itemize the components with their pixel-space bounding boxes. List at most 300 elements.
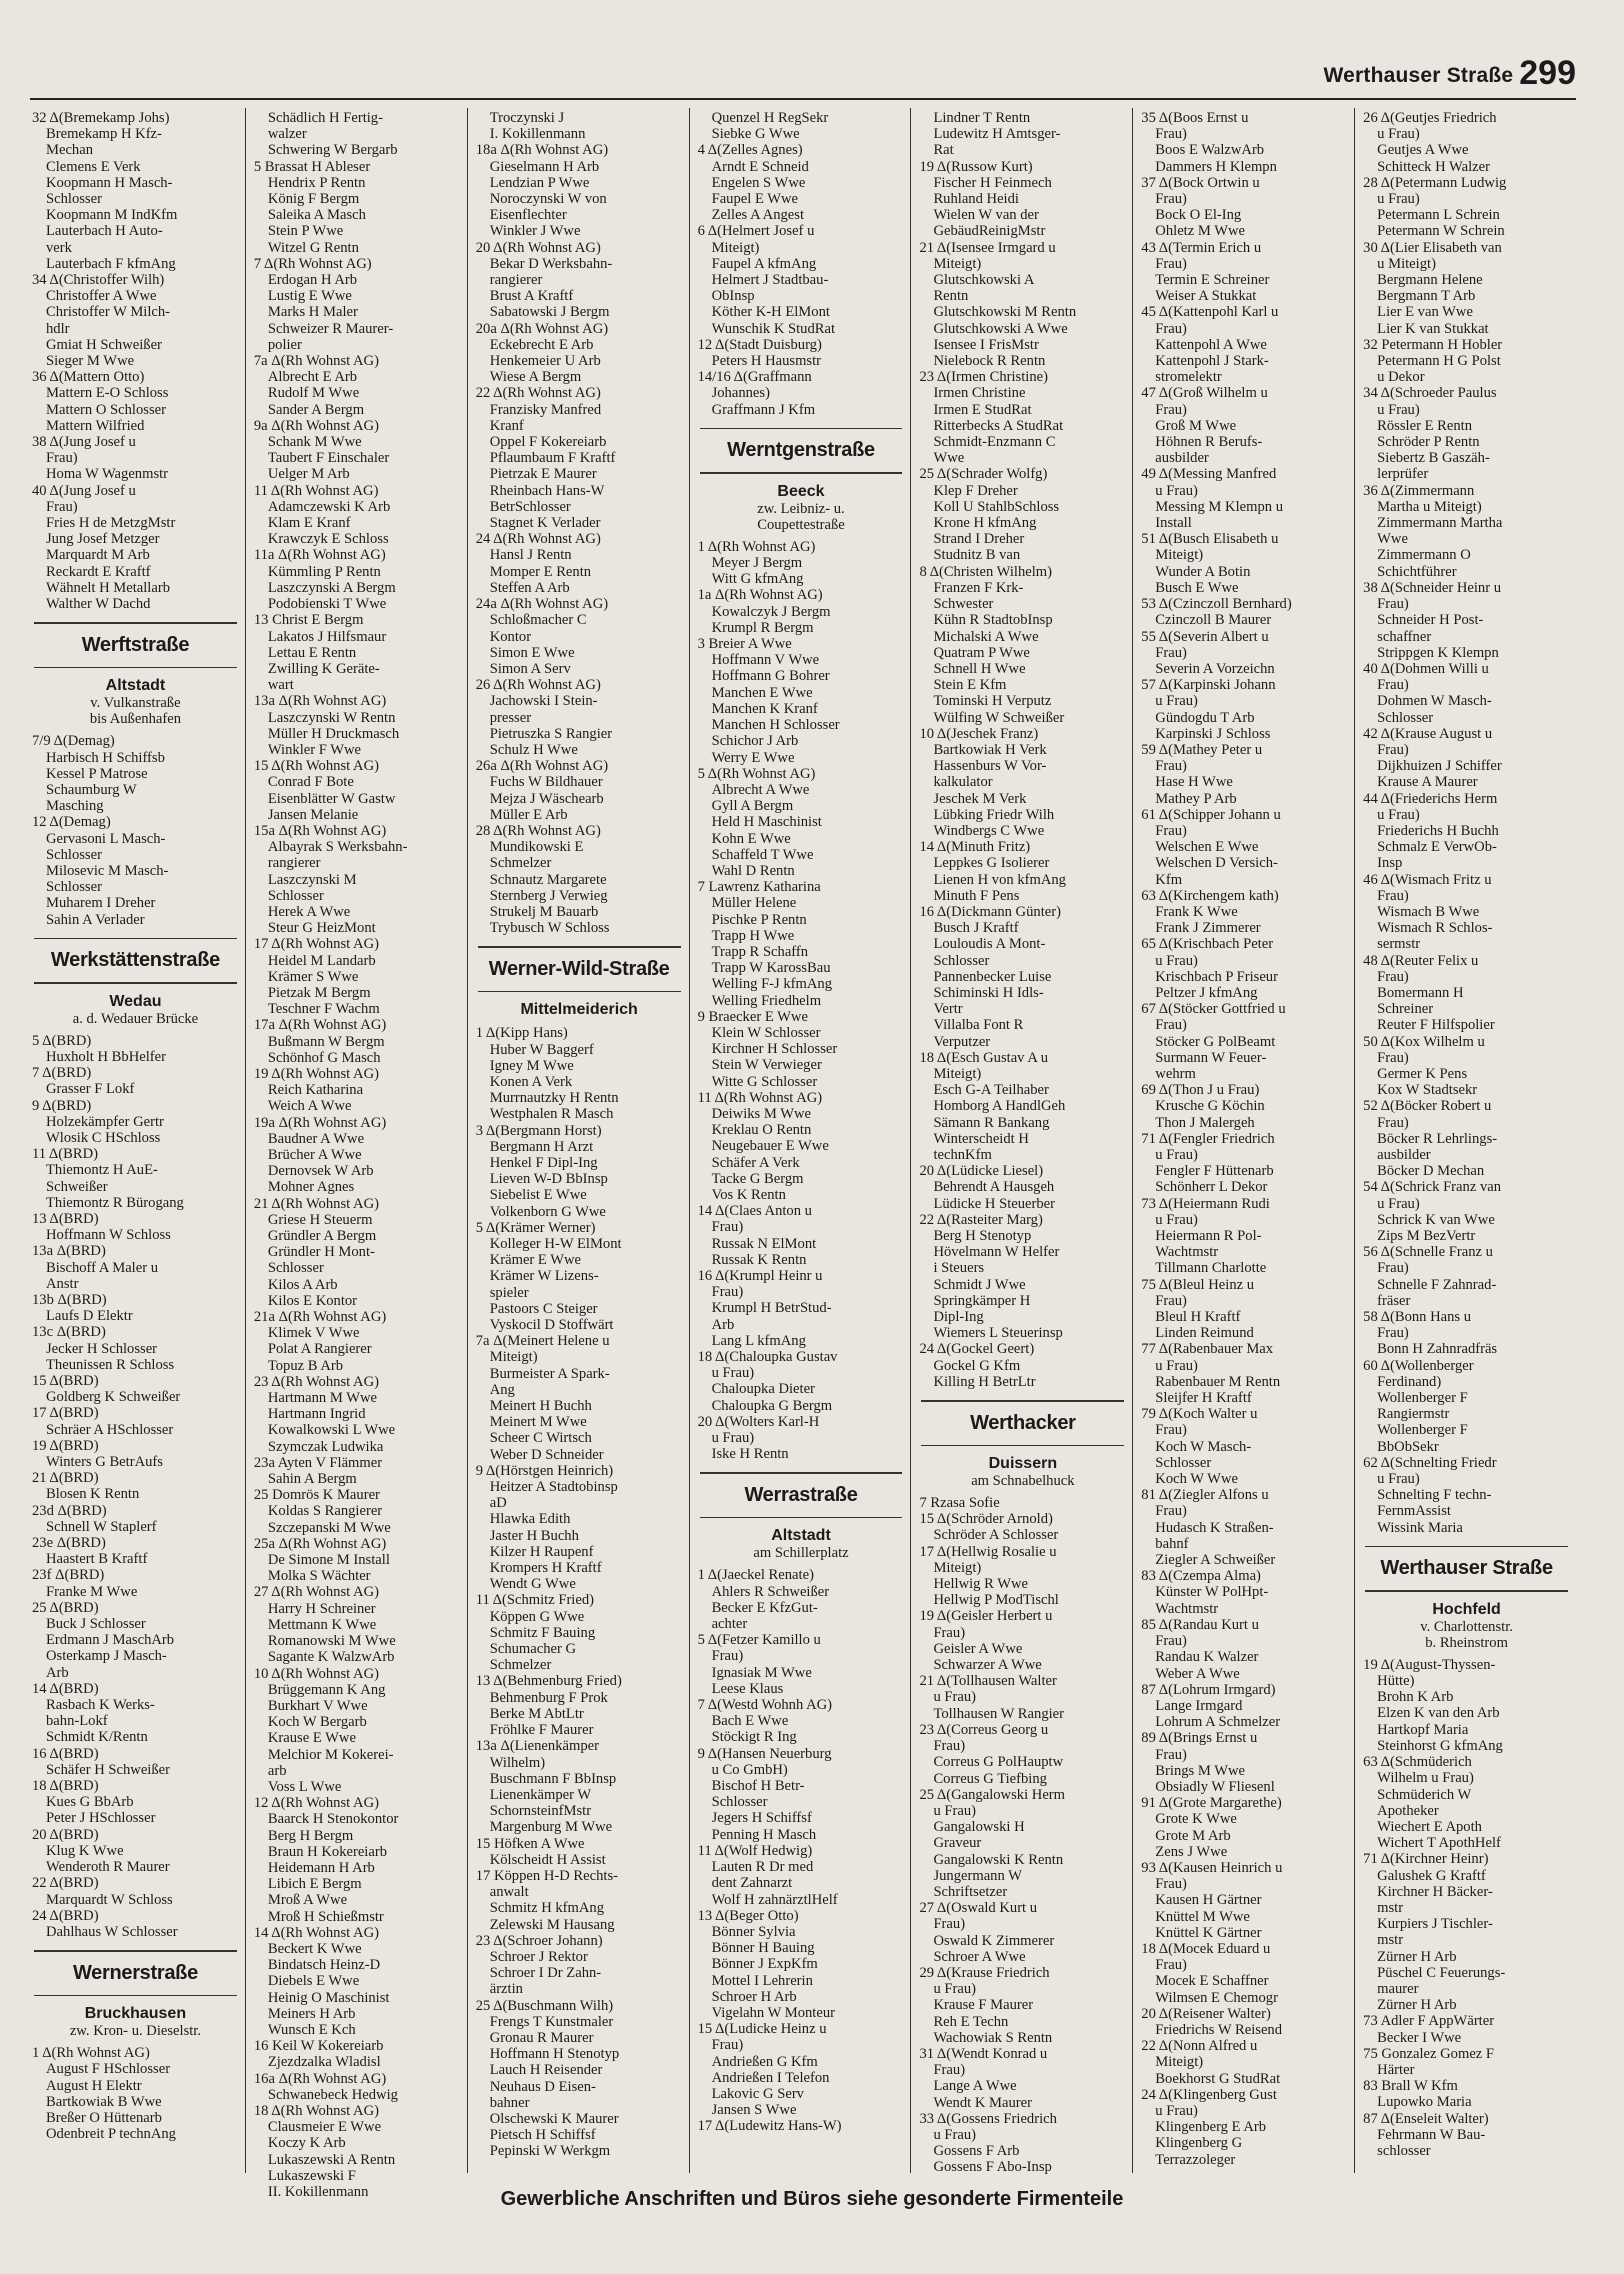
house-number-entry: 15 Höfken A Wwe: [475, 1835, 585, 1852]
resident-entry: Milosevic M Masch-: [46, 862, 169, 879]
house-number-entry: 9 Δ(Hansen Neuerburg: [697, 1745, 832, 1762]
resident-entry: Schroer I Dr Zahn-: [489, 1965, 602, 1982]
resident-entry: Schiminski H Idls-: [933, 984, 1044, 1001]
house-number-entry: 13a Δ(BRD): [32, 1243, 106, 1260]
resident-entry: Schmalz E VerwOb-: [1377, 839, 1497, 856]
resident-entry: Schnautz Margarete: [489, 871, 607, 888]
resident-entry: Weich A Wwe: [267, 1098, 352, 1115]
resident-entry: Libich E Bergm: [267, 1876, 362, 1893]
resident-entry: Schwester: [933, 596, 994, 613]
resident-entry: Jung Josef Metzger: [46, 531, 160, 548]
resident-entry: Miteigt): [933, 1065, 982, 1082]
resident-entry: Heitzer A Stadtobinsp: [489, 1479, 618, 1496]
resident-entry: Gossens F Abo-Insp: [933, 2159, 1052, 2176]
resident-entry: Wollenberger F: [1377, 1390, 1468, 1407]
house-number-entry: 22 Δ(Rh Wohnst AG): [475, 385, 601, 402]
house-number-entry: 24 Δ(Gockel Geert): [919, 1341, 1035, 1358]
resident-entry: Hütte): [1377, 1673, 1415, 1690]
resident-entry: Bergmann Helene: [1377, 272, 1483, 289]
resident-entry: Reuter F Hilfspolier: [1377, 1017, 1495, 1034]
resident-entry: u Frau): [933, 1689, 976, 1706]
resident-entry: Lauten R Dr med: [711, 1859, 814, 1876]
resident-entry: dent Zahnarzt: [711, 1875, 793, 1892]
resident-entry: Schwarzer A Wwe: [933, 1657, 1042, 1674]
house-number-entry: 73 Δ(Heiermann Rudi: [1141, 1195, 1270, 1212]
resident-entry: Hartmann M Wwe: [267, 1390, 378, 1407]
resident-entry: Irmen E StudRat: [933, 401, 1032, 418]
resident-entry: Polat A Rangierer: [267, 1341, 372, 1358]
resident-entry: u Frau): [1377, 126, 1420, 143]
house-number-entry: 5 Δ(Rh Wohnst AG): [697, 765, 816, 782]
resident-entry: GebäudReinigMstr: [933, 223, 1046, 240]
house-number-entry: 87 Δ(Enseleit Walter): [1363, 2110, 1489, 2127]
house-number-entry: 20 Δ(Wolters Karl-H: [697, 1413, 820, 1430]
resident-entry: Müller E Arb: [489, 806, 568, 823]
resident-entry: anwalt: [489, 1884, 529, 1901]
resident-entry: Gervasoni L Masch-: [46, 830, 166, 847]
resident-entry: Schönherr L Dekor: [1155, 1179, 1268, 1196]
resident-entry: Schlosser: [46, 846, 102, 863]
resident-entry: Witzel G Rentn: [267, 239, 359, 256]
resident-entry: Tacke G Bergm: [711, 1170, 804, 1187]
resident-entry: u Frau): [1377, 191, 1420, 208]
resident-entry: Osterkamp J Masch-: [46, 1648, 167, 1665]
resident-entry: Dohmen W Masch-: [1377, 693, 1492, 710]
resident-entry: Mattern Wilfried: [46, 417, 145, 434]
resident-entry: Brings M Wwe: [1155, 1762, 1246, 1779]
house-number-entry: 12 Δ(Rh Wohnst AG): [253, 1795, 379, 1812]
resident-entry: Vos K Rentn: [711, 1186, 786, 1203]
resident-entry: Zimmermann O: [1377, 547, 1471, 564]
house-number-entry: 32 Petermann H Hobler: [1363, 336, 1503, 353]
resident-entry: Krämer S Wwe: [267, 968, 359, 985]
resident-entry: Podobienski T Wwe: [267, 596, 387, 613]
house-number-entry: 20 Δ(BRD): [32, 1826, 99, 1843]
resident-entry: Neuhaus D Eisen-: [489, 2078, 596, 2095]
street-name: Werthacker: [970, 1411, 1076, 1434]
resident-entry: Kümmling P Rentn: [267, 563, 381, 580]
resident-entry: Koll U StahlbSchloss: [933, 498, 1060, 515]
resident-entry: Köther K-H ElMont: [711, 304, 830, 321]
resident-entry: Klug K Wwe: [46, 1842, 124, 1859]
resident-entry: Hendrix P Rentn: [267, 174, 366, 191]
resident-entry: Schmelzer: [489, 855, 552, 872]
house-number-entry: 11 Δ(Rh Wohnst AG): [253, 482, 379, 499]
resident-entry: Brust A Kraftf: [489, 288, 574, 305]
resident-entry: Eisenblätter W Gastw: [267, 790, 396, 807]
directory-column: [1132, 108, 1354, 2173]
house-number-entry: 31 Δ(Wendt Konrad u: [919, 2045, 1048, 2062]
resident-entry: Kolleger H-W ElMont: [489, 1236, 622, 1252]
house-number-entry: 46 Δ(Wismach Fritz u: [1363, 871, 1492, 888]
resident-entry: Lauterbach H Auto-: [46, 223, 163, 240]
resident-entry: Lübking Friedr Wilh: [933, 806, 1055, 823]
resident-entry: Franzen F Krk-: [933, 579, 1024, 596]
resident-entry: Müller Helene: [711, 895, 797, 912]
house-number-entry: 13a Δ(Lienenkämper: [475, 1738, 599, 1755]
resident-entry: Pflaumbaum F Kraftf: [489, 450, 616, 467]
resident-entry: Uelger M Arb: [267, 466, 350, 483]
resident-entry: Schönhof G Masch: [267, 1049, 381, 1066]
resident-entry: Schlosser: [267, 887, 324, 904]
resident-entry: Gründler H Mont-: [267, 1244, 375, 1261]
resident-entry: Buck J Schlosser: [46, 1616, 146, 1633]
house-number-entry: 1 Δ(Rh Wohnst AG): [697, 538, 816, 555]
resident-entry: Schichor J Arb: [711, 733, 799, 750]
resident-entry: Germer K Pens: [1377, 1065, 1468, 1082]
house-number-entry: 75 Δ(Bleul Heinz u: [1141, 1276, 1255, 1293]
house-number-entry: 85 Δ(Randau Kurt u: [1141, 1616, 1259, 1633]
resident-entry: Lauch H Reisender: [489, 2062, 603, 2079]
resident-entry: Linden Reimund: [1155, 1325, 1254, 1342]
resident-entry: König F Bergm: [267, 191, 360, 208]
resident-entry: Arb: [46, 1664, 69, 1681]
house-number-entry: 8 Δ(Christen Wilhelm): [919, 563, 1052, 580]
resident-entry: Zwilling K Geräte-: [267, 660, 380, 677]
resident-entry: Koch W Wwe: [1155, 1471, 1238, 1488]
resident-entry: Beckert K Wwe: [267, 1940, 362, 1957]
resident-entry: Mocek E Schaffner: [1155, 1973, 1269, 1990]
resident-entry: De Simone M Install: [267, 1552, 390, 1569]
house-number-entry: 17a Δ(Rh Wohnst AG): [253, 1017, 387, 1034]
resident-entry: Kowalczyk J Bergm: [711, 603, 831, 620]
resident-entry: Buschmann F BbInsp: [489, 1770, 617, 1787]
resident-entry: Adamczewski K Arb: [267, 498, 391, 515]
house-number-entry: 62 Δ(Schnelting Friedr: [1363, 1454, 1497, 1471]
house-number-entry: 14 Δ(BRD): [32, 1680, 99, 1697]
house-number-entry: 7 Rzasa Sofie: [919, 1495, 1000, 1512]
resident-entry: Hellwig R Wwe: [933, 1576, 1029, 1593]
resident-entry: Schlosser: [711, 1794, 768, 1811]
street-section-header: [919, 1400, 1126, 1489]
resident-entry: Frau): [1155, 1957, 1187, 1974]
resident-entry: Grasser F Lokf: [46, 1081, 135, 1098]
house-number-entry: 17 Δ(Hellwig Rosalie u: [919, 1543, 1057, 1560]
resident-entry: Oppel F Kokereiarb: [489, 434, 607, 451]
resident-entry: Stagnet K Verlader: [489, 515, 601, 532]
resident-entry: Wollenberger F: [1377, 1422, 1468, 1439]
resident-entry: Berg H Stenotyp: [933, 1228, 1032, 1245]
resident-entry: Reh E Techn: [933, 2013, 1009, 2030]
house-number-entry: 17 Δ(Ludewitz Hans-W): [697, 2118, 842, 2135]
house-number-entry: 28 Δ(Rh Wohnst AG): [475, 822, 601, 839]
house-number-entry: 25 Δ(BRD): [32, 1599, 99, 1616]
resident-entry: Albrecht A Wwe: [711, 781, 810, 798]
resident-entry: Schlosser: [46, 879, 102, 896]
house-number-entry: 13 Δ(Beger Otto): [697, 1907, 799, 1924]
house-number-entry: 9 Δ(Hörstgen Heinrich): [475, 1462, 614, 1479]
resident-entry: Ritterbecks A StudRat: [933, 417, 1064, 434]
resident-entry: Wiese A Bergm: [489, 369, 582, 386]
resident-entry: Lang L kfmAng: [711, 1332, 806, 1349]
resident-entry: Gangalowski H: [933, 1819, 1025, 1836]
resident-entry: Install: [1155, 515, 1192, 532]
house-number-entry: 14 Δ(Minuth Fritz): [919, 839, 1031, 856]
resident-entry: Sahin A Verlader: [46, 911, 145, 928]
resident-entry: Wichert T ApothHelf: [1377, 1835, 1501, 1852]
resident-entry: Winkler F Wwe: [267, 741, 362, 758]
resident-entry: Brücher A Wwe: [267, 1147, 362, 1163]
resident-entry: Pietzak M Bergm: [267, 984, 371, 1001]
house-number-entry: 61 Δ(Schipper Johann u: [1141, 806, 1281, 823]
resident-entry: Schnell W Staplerf: [46, 1518, 157, 1535]
resident-entry: Frau): [1155, 1876, 1187, 1893]
resident-entry: Zürner H Arb: [1377, 1948, 1457, 1965]
house-number-entry: 18 Δ(Mocek Eduard u: [1141, 1940, 1271, 1957]
resident-entry: Wähnelt H Metallarb: [46, 579, 170, 596]
resident-entry: Muharem I Dreher: [46, 895, 156, 912]
house-number-entry: 21 Δ(Rh Wohnst AG): [253, 1195, 379, 1212]
resident-entry: Frau): [933, 2062, 966, 2079]
street-section-header: [698, 428, 905, 533]
resident-entry: Schloßmacher C: [489, 612, 587, 629]
house-number-entry: 34 Δ(Schroeder Paulus: [1363, 385, 1497, 402]
street-section-header: [476, 946, 683, 1019]
house-number-entry: 40 Δ(Jung Josef u: [32, 482, 136, 499]
resident-entry: Peltzer J kfmAng: [1155, 984, 1258, 1001]
resident-entry: Zelewski M Hausang: [489, 1916, 615, 1933]
resident-entry: Schnelting F techn-: [1377, 1487, 1492, 1504]
resident-entry: Murrnautzky H Rentn: [489, 1090, 619, 1107]
resident-entry: Eckebrecht E Arb: [489, 336, 594, 353]
resident-entry: Schäfer A Verk: [711, 1154, 800, 1171]
resident-entry: aD: [489, 1495, 507, 1512]
resident-entry: Hoffmann W Schloss: [46, 1227, 171, 1244]
resident-entry: Noroczynski W von: [489, 191, 607, 208]
resident-entry: Szymczak Ludwika: [267, 1438, 384, 1455]
house-number-entry: 3 Δ(Bergmann Horst): [475, 1122, 602, 1139]
resident-entry: Hellwig P ModTischl: [933, 1592, 1059, 1609]
house-number-entry: 23a Ayten V Flämmer: [253, 1454, 383, 1471]
resident-entry: technKfm: [933, 1147, 992, 1163]
resident-entry: Schweizer R Maurer-: [267, 320, 394, 337]
resident-entry: Frau): [711, 2037, 744, 2054]
resident-entry: Oswald K Zimmerer: [933, 1932, 1055, 1949]
resident-entry: Hudasch K Straßen-: [1155, 1519, 1274, 1536]
street-range: Coupettestraße: [757, 516, 845, 533]
house-number-entry: 1a Δ(Rh Wohnst AG): [697, 587, 823, 604]
resident-entry: Mattern O Schlosser: [46, 401, 166, 418]
resident-entry: Schlosser: [46, 191, 102, 208]
resident-entry: Klein W Schlosser: [711, 1024, 821, 1041]
house-number-entry: 26 Δ(Geutjes Friedrich: [1363, 110, 1497, 126]
resident-entry: Miteigt): [489, 1349, 538, 1366]
street-section-header: [32, 622, 239, 727]
house-number-entry: 4 Δ(Zelles Agnes): [697, 142, 803, 159]
resident-entry: Verputzer: [933, 1033, 991, 1050]
resident-entry: Laszczynski M: [267, 871, 357, 888]
resident-entry: Vigelahn W Monteur: [711, 2004, 835, 2021]
resident-entry: Manchen E Wwe: [711, 684, 813, 701]
house-number-entry: 9 Braecker E Wwe: [697, 1008, 808, 1025]
resident-entry: Mundikowski E: [489, 839, 584, 856]
house-number-entry: 71 Δ(Kirchner Heinr): [1363, 1851, 1489, 1868]
resident-entry: Bartkowiak H Verk: [933, 741, 1047, 758]
resident-entry: Teschner F Wachm: [267, 1001, 380, 1018]
resident-entry: Wachtmstr: [1155, 1600, 1219, 1617]
resident-entry: Krone H kfmAng: [933, 515, 1037, 532]
district-name: Bruckhausen: [84, 2005, 187, 2023]
resident-entry: Frau): [1377, 1049, 1409, 1066]
resident-entry: Rudolf M Wwe: [267, 385, 360, 402]
house-number-entry: 38 Δ(Schneider Heinr u: [1363, 579, 1502, 596]
resident-entry: Marquardt W Schloss: [46, 1891, 173, 1908]
resident-entry: Gieselmann H Arb: [489, 158, 600, 175]
house-number-entry: 25 Domrös K Maurer: [253, 1487, 380, 1504]
resident-entry: Welschen E Wwe: [1155, 839, 1259, 856]
resident-entry: Frau): [1377, 741, 1409, 758]
resident-entry: Minuth F Pens: [933, 887, 1020, 904]
resident-entry: Hase H Wwe: [1155, 774, 1233, 791]
resident-entry: Pischke P Rentn: [711, 911, 807, 928]
resident-entry: Lukaszewski F: [267, 2167, 356, 2184]
resident-entry: Schmitz F Bauing: [489, 1624, 596, 1641]
resident-entry: Szczepanski M Wwe: [267, 1519, 391, 1536]
resident-entry: achter: [711, 1616, 748, 1633]
resident-entry: Homa W Wagenmstr: [46, 466, 169, 483]
resident-entry: Krischbach P Friseur: [1155, 968, 1278, 985]
resident-entry: Lier E van Wwe: [1377, 304, 1473, 321]
house-number-entry: 35 Δ(Boos Ernst u: [1141, 110, 1249, 126]
resident-entry: Blosen K Rentn: [46, 1486, 140, 1503]
resident-entry: Christoffer A Wwe: [46, 288, 157, 305]
resident-entry: schlosser: [1377, 2142, 1431, 2159]
resident-entry: Kirchner H Schlosser: [711, 1041, 838, 1058]
house-number-entry: 52 Δ(Böcker Robert u: [1363, 1098, 1492, 1115]
resident-entry: Kilos A Arb: [267, 1276, 338, 1293]
resident-entry: Frau): [1377, 677, 1409, 694]
resident-entry: Friederichs H Buchh: [1377, 822, 1499, 839]
resident-entry: Deiwiks M Wwe: [711, 1105, 812, 1122]
street-range: v. Vulkanstraße: [90, 695, 181, 712]
resident-entry: Klep F Dreher: [933, 482, 1018, 499]
resident-entry: Frau): [1377, 1325, 1409, 1342]
resident-entry: Hoffmann G Bohrer: [711, 668, 830, 685]
resident-entry: Clausmeier E Wwe: [267, 2119, 382, 2136]
house-number-entry: 14 Δ(Claes Anton u: [697, 1203, 812, 1220]
resident-entry: Witt G kfmAng: [711, 571, 804, 588]
resident-entry: Correus G PolHauptw: [933, 1754, 1064, 1771]
resident-entry: Ignasiak M Wwe: [711, 1664, 812, 1681]
resident-entry: Bergmann H Arzt: [489, 1138, 594, 1155]
resident-entry: Fries H de MetzgMstr: [46, 515, 176, 532]
resident-entry: Ruhland Heidi: [933, 191, 1019, 208]
resident-entry: Baarck H Stenokontor: [267, 1811, 399, 1828]
resident-entry: Hartkopf Maria: [1377, 1721, 1469, 1738]
resident-entry: Strukelj M Bauarb: [489, 903, 599, 920]
resident-entry: Koldas S Rangierer: [267, 1503, 383, 1520]
house-number-entry: 23f Δ(BRD): [32, 1567, 105, 1584]
resident-entry: u Frau): [1377, 401, 1420, 418]
house-number-entry: 93 Δ(Kausen Heinrich u: [1141, 1859, 1283, 1876]
resident-entry: Kilzer H Raupenf: [489, 1543, 594, 1560]
resident-entry: Zelles A Angest: [711, 207, 804, 224]
district-name: Altstadt: [771, 1527, 831, 1545]
house-number-entry: 23 Δ(Rh Wohnst AG): [253, 1373, 379, 1390]
resident-entry: Bock O El-Ing: [1155, 207, 1242, 224]
resident-entry: Vertr: [933, 1001, 963, 1018]
resident-entry: Hansl J Rentn: [489, 547, 572, 564]
resident-entry: Brohn K Arb: [1377, 1689, 1454, 1706]
house-number-entry: 67 Δ(Stöcker Gottfried u: [1141, 1001, 1286, 1018]
resident-entry: Sabatowski J Bergm: [489, 304, 610, 321]
resident-entry: Obsiadly W Fliesenl: [1155, 1778, 1275, 1795]
resident-entry: Mroß H Schießmstr: [267, 1908, 384, 1925]
resident-entry: Reckardt E Kraftf: [46, 563, 151, 580]
resident-entry: Schräer A HSchlosser: [46, 1421, 174, 1438]
resident-entry: Schnelle F Zahnrad-: [1377, 1276, 1497, 1293]
resident-entry: Köppen G Wwe: [489, 1608, 585, 1625]
resident-entry: Bleul H Kraftf: [1155, 1309, 1241, 1326]
resident-entry: Dipl-Ing: [933, 1309, 984, 1326]
resident-entry: Ziegler A Schweißer: [1155, 1552, 1276, 1569]
resident-entry: Kessel P Matrose: [46, 765, 148, 782]
page-header: [1323, 54, 1576, 92]
house-number-entry: 20a Δ(Rh Wohnst AG): [475, 320, 609, 337]
resident-entry: Baudner A Wwe: [267, 1130, 365, 1147]
resident-entry: u Frau): [711, 1430, 755, 1447]
resident-entry: Lienen H von kfmAng: [933, 871, 1066, 888]
resident-entry: Peters H Hausmstr: [711, 353, 822, 370]
resident-entry: Hoffmann V Wwe: [711, 652, 820, 669]
resident-entry: Stöcker G PolBeamt: [1155, 1033, 1276, 1050]
resident-entry: Schroer A Wwe: [933, 1948, 1026, 1965]
resident-entry: Wiemers L Steuerinsp: [933, 1325, 1063, 1342]
house-number-entry: 27 Δ(Oswald Kurt u: [919, 1900, 1038, 1917]
resident-entry: rangierer: [267, 855, 321, 872]
house-number-entry: 18 Δ(Chaloupka Gustav: [697, 1349, 838, 1366]
street-name: Wernerstraße: [72, 1961, 198, 1984]
resident-entry: Schröder P Rentn: [1377, 434, 1480, 451]
resident-entry: Schlosser: [1377, 709, 1434, 726]
resident-entry: Vyskocil D Stoffwärt: [489, 1317, 614, 1334]
resident-entry: Winterscheidt H: [933, 1130, 1029, 1147]
resident-entry: Russak K Rentn: [711, 1251, 807, 1268]
resident-entry: Pepinski W Werkgm: [489, 2143, 611, 2160]
resident-entry: BbObSekr: [1377, 1438, 1439, 1455]
house-number-entry: 59 Δ(Mathey Peter u: [1141, 741, 1263, 758]
resident-entry: Manchen K Kranf: [711, 700, 818, 717]
resident-entry: Odenbreit P technAng: [46, 2126, 176, 2143]
resident-entry: Andrießen G Kfm: [711, 2053, 818, 2070]
resident-entry: Penning H Masch: [711, 1826, 817, 1843]
resident-entry: Rasbach K Werks-: [46, 1697, 155, 1714]
resident-entry: Groß M Wwe: [1155, 417, 1237, 434]
house-number-entry: 13 Δ(BRD): [32, 1210, 99, 1227]
resident-entry: Jeschek M Verk: [933, 790, 1027, 807]
resident-entry: u Frau): [1155, 1211, 1198, 1228]
resident-entry: Koch W Bergarb: [267, 1714, 367, 1731]
house-number-entry: 23 Δ(Irmen Christine): [919, 369, 1048, 386]
resident-entry: Boos E WalzwArb: [1155, 142, 1265, 159]
resident-entry: stromelektr: [1155, 369, 1222, 386]
resident-entry: Hassenburs W Vor-: [933, 758, 1047, 775]
resident-entry: u Frau): [1155, 693, 1198, 710]
resident-entry: Wismach B Wwe: [1377, 903, 1480, 920]
resident-entry: Stein W Verwieger: [711, 1057, 822, 1074]
resident-entry: Kattenpohl A Wwe: [1155, 336, 1267, 353]
resident-entry: Welschen D Versich-: [1155, 855, 1278, 872]
resident-entry: Weber A Wwe: [1155, 1665, 1240, 1682]
resident-entry: Mohner Agnes: [267, 1179, 355, 1196]
resident-entry: Sieger M Wwe: [46, 353, 135, 370]
resident-entry: Ahlers R Schweißer: [711, 1583, 830, 1600]
resident-entry: bahner: [489, 2094, 530, 2111]
resident-entry: Jaster H Buchh: [489, 1527, 579, 1544]
resident-entry: u Frau): [1377, 1471, 1420, 1488]
resident-entry: Böcker R Lehrlings-: [1377, 1130, 1498, 1147]
resident-entry: Quatram P Wwe: [933, 644, 1030, 661]
